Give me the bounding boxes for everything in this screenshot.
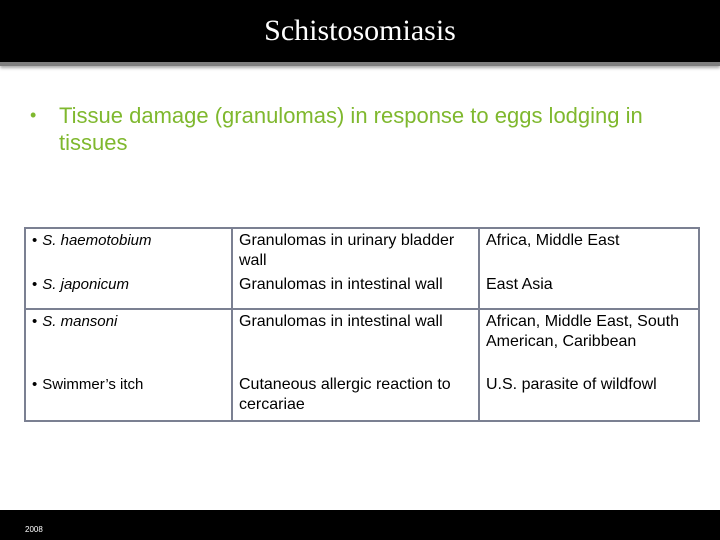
- table-cell-species: [25, 228, 232, 273]
- footer-year: 2008: [25, 525, 43, 534]
- table-cell-effect: Granulomas in intestinal wall: [232, 273, 479, 309]
- row-bullet: •: [32, 276, 38, 293]
- table-row: [25, 309, 699, 373]
- row-bullet: •: [32, 232, 38, 249]
- table-cell-region: U.S. parasite of wildfowl: [479, 373, 699, 421]
- main-bullet: [30, 102, 670, 156]
- species-name: Swimmer’s itch: [42, 376, 144, 393]
- bullet-marker: •: [30, 105, 37, 125]
- slide-title: Schistosomiasis: [264, 14, 456, 47]
- table-cell-effect: Granulomas in urinary bladder wall: [232, 228, 479, 273]
- table-cell-effect: Cutaneous allergic reaction to cercariae: [232, 373, 479, 421]
- row-bullet: •: [32, 313, 38, 330]
- table-cell-species: [25, 273, 232, 309]
- footer-bar: [0, 510, 720, 540]
- table-row: [25, 228, 699, 273]
- species-name: S. mansoni: [42, 313, 118, 330]
- schistosoma-table: [24, 227, 700, 422]
- table-row: [25, 273, 699, 309]
- table-cell-region: African, Middle East, South American, Caribbean: [479, 309, 699, 373]
- table-cell-species: [25, 373, 232, 421]
- species-name: S. haemotobium: [42, 232, 152, 249]
- title-bar: [0, 0, 720, 66]
- species-name: S. japonicum: [42, 276, 129, 293]
- table-cell-species: [25, 309, 232, 373]
- table-cell-effect: Granulomas in intestinal wall: [232, 309, 479, 373]
- table-cell-region: Africa, Middle East: [479, 228, 699, 273]
- main-bullet-text: Tissue damage (granulomas) in response to eggs lodging in tissues: [59, 103, 643, 155]
- table-cell-region: East Asia: [479, 273, 699, 309]
- row-bullet: •: [32, 376, 38, 393]
- table-row: [25, 373, 699, 421]
